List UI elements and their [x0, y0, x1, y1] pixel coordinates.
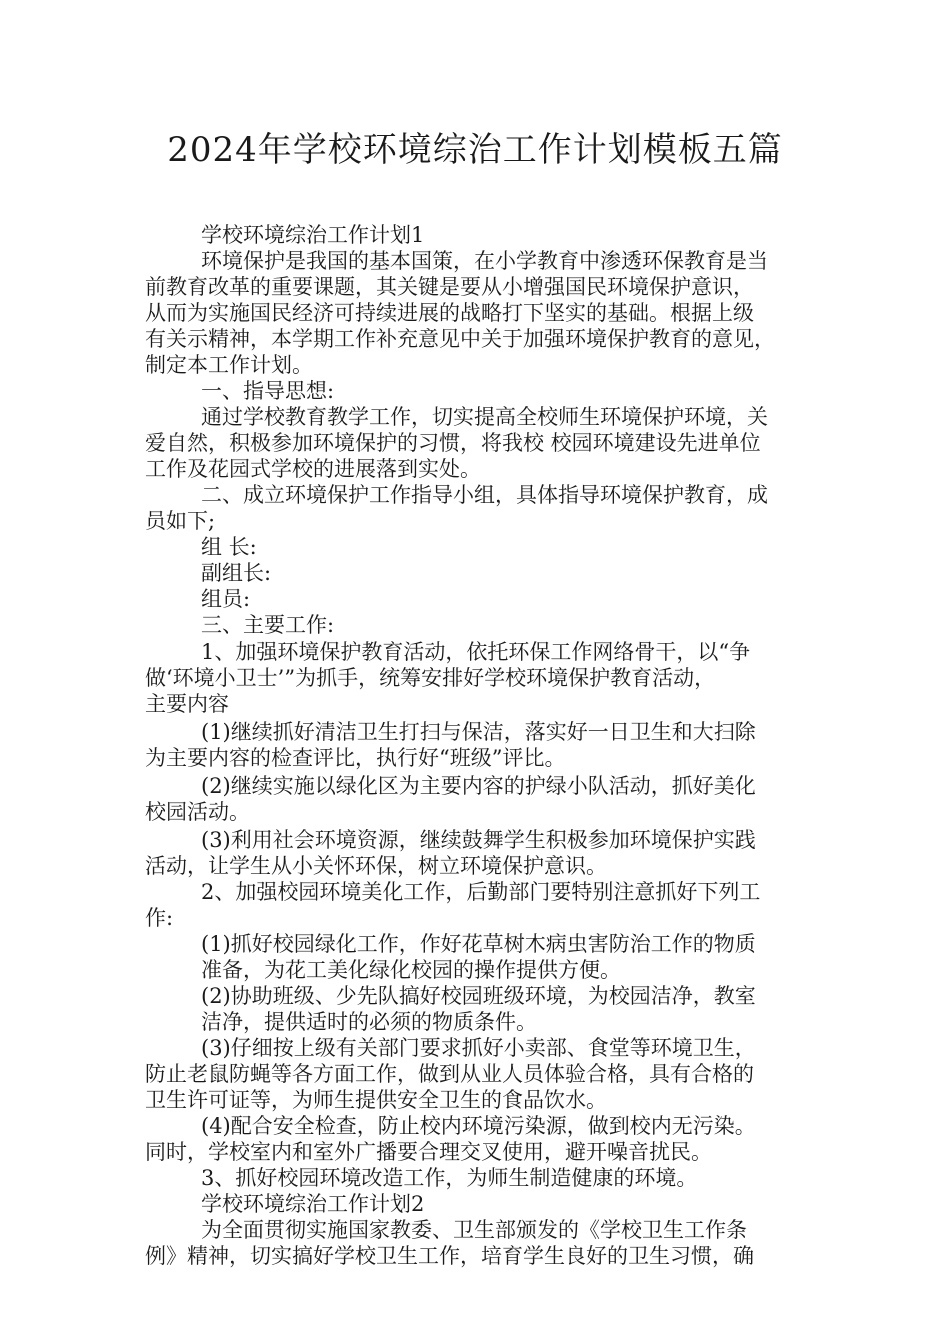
paragraph-line: 主要内容	[145, 692, 229, 716]
document-title: 2024年学校环境综治工作计划模板五篇	[167, 130, 783, 170]
document-body	[145, 222, 820, 1269]
paragraph-line: 做‘环境小卫士’”为抓手，统筹安排好学校环境保护教育活动，	[145, 666, 716, 690]
paragraph-line: 准备，为花工美化绿化校园的操作提供方便。	[201, 958, 621, 982]
paragraph-line: 环境保护是我国的基本国策，在小学教育中渗透环保教育是当	[201, 249, 768, 273]
section-heading: 学校环境综治工作计划1	[201, 223, 425, 247]
paragraph-line: 副组长:	[201, 561, 272, 585]
paragraph-line: 为全面贯彻实施国家教委、卫生部颁发的《学校卫生工作条	[201, 1218, 747, 1242]
paragraph-line: 为主要内容的检查评比，执行好“班级”评比。	[145, 746, 566, 770]
paragraph-line: 例》精神，切实搞好学校卫生工作，培育学生良好的卫生习惯，确	[145, 1244, 754, 1268]
paragraph-line: (2)继续实施以绿化区为主要内容的护绿小队活动，抓好美化	[201, 774, 756, 798]
paragraph-line: 有关示精神，本学期工作补充意见中关于加强环境保护教育的意见，	[145, 327, 775, 351]
paragraph-line: (1)继续抓好清洁卫生打扫与保洁，落实好一日卫生和大扫除	[201, 720, 756, 744]
paragraph-line: 前教育改革的重要课题，其关键是要从小增强国民环境保护意识，	[145, 275, 754, 299]
paragraph-line: 从而为实施国民经济可持续进展的战略打下坚实的基础。根据上级	[145, 301, 754, 325]
paragraph-line: 洁净，提供适时的必须的物质条件。	[201, 1010, 537, 1034]
paragraph-line: 3、抓好校园环境改造工作，为师生制造健康的环境。	[201, 1166, 698, 1190]
paragraph-line: (3)利用社会环境资源，继续鼓舞学生积极参加环境保护实践	[201, 828, 756, 852]
paragraph-line: 二、成立环境保护工作指导小组，具体指导环境保护教育，成	[201, 483, 768, 507]
paragraph-line: 作:	[145, 906, 174, 930]
paragraph-line: 活动，让学生从小关怀环保，树立环境保护意识。	[145, 854, 607, 878]
paragraph-line: 爱自然，积极参加环境保护的习惯，将我校 校园环境建设先进单位	[145, 431, 761, 455]
paragraph-line: 防止老鼠防蝇等各方面工作，做到从业人员体验合格，具有合格的	[145, 1062, 754, 1086]
paragraph-line: 三、主要工作:	[201, 613, 335, 637]
paragraph-line: (3)仔细按上级有关部门要求抓好小卖部、食堂等环境卫生，	[201, 1036, 756, 1060]
paragraph-line: 2、加强校园环境美化工作，后勤部门要特别注意抓好下列工	[201, 880, 761, 904]
paragraph-line: 组员:	[201, 587, 251, 611]
paragraph-line: 一、指导思想:	[201, 379, 335, 403]
paragraph-line: 员如下;	[145, 509, 216, 533]
paragraph-line: 工作及花园式学校的进展落到实处。	[145, 457, 481, 481]
paragraph-line: 1、加强环境保护教育活动，依托环保工作网络骨干，以“争	[201, 640, 751, 664]
paragraph-line: 组 长:	[201, 535, 257, 559]
paragraph-line: 校园活动。	[145, 800, 250, 824]
paragraph-line: (4)配合安全检查，防止校内环境污染源，做到校内无污染。	[201, 1114, 756, 1138]
section-heading: 学校环境综治工作计划2	[201, 1192, 425, 1216]
paragraph-line: (2)协助班级、少先队搞好校园班级环境，为校园洁净，教室	[201, 984, 756, 1008]
paragraph-line: 制定本工作计划。	[145, 353, 313, 377]
paragraph-line: 通过学校教育教学工作，切实提高全校师生环境保护环境，关	[201, 405, 768, 429]
paragraph-line: 同时，学校室内和室外广播要合理交叉使用，避开噪音扰民。	[145, 1140, 712, 1164]
paragraph-line: (1)抓好校园绿化工作，作好花草树木病虫害防治工作的物质	[201, 932, 756, 956]
paragraph-line: 卫生许可证等，为师生提供安全卫生的食品饮水。	[145, 1088, 607, 1112]
